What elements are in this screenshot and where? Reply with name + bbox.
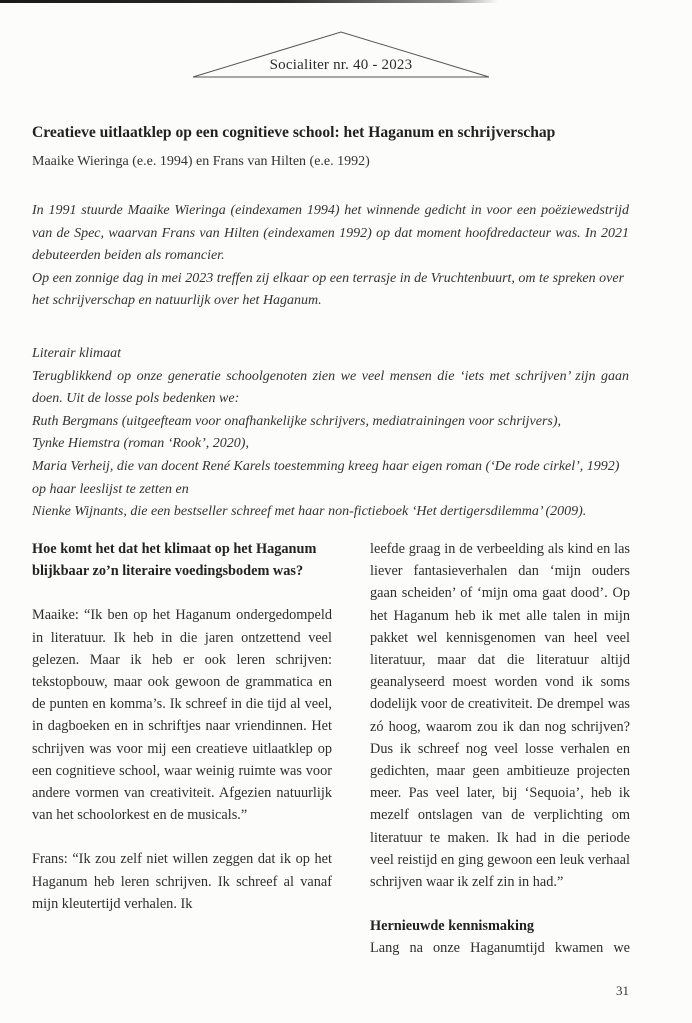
page-number: 31 (616, 983, 629, 998)
maaike-answer: Maaike: “Ik ben op het Haganum ondergedompeld in literatuur. Ik heb in die jaren ontzettend veel gelezen. Maar ik heb er ook leren schrijven: tekstopbouw, maar ook gewoon de grammatica en de punten en komma’s. Ik schreef in die tijd al veel, in dagboeken en in schriftjes naar vriendinnen. Het schrijven was voor mij een creatieve uitlaatklep op een cognitieve school, waar weinig ruimte was voor andere vormen van creativiteit. Afgezien natuurlijk van het schoolorkest en de musicals.” (32, 607, 332, 824)
list-item: Nienke Wijnants, die een bestseller schreef met haar non-fictieboek ‘Het dertigersdilemma’ (2009). (32, 504, 587, 520)
interview-question: Hoe komt het dat het klimaat op het Haganum blijkbaar zo’n literaire voedingsbodem was? (32, 541, 317, 580)
body-paragraph: Lang na onze Haganumtijd kwamen we (370, 940, 630, 957)
section-heading: Literair klimaat (32, 346, 122, 361)
frans-answer-continued: leefde graag in de verbeelding als kind en las liever fantasieverhalen dan ‘mijn ouders gaan scheiden’ of ‘mijn oma gaat dood’. Op het Haganum heb ik met alle talen in mijn pakket wel kennisgenomen van heel veel literatuur, maar dat die literatuur altijd geanalyseerd moest worden vond ik soms dodelijk voor de creativiteit. De drempel was zó hoog, waarom zou ik dan nog schrijven? Dus ik schreef nog veel losse verhalen en gedichten, maar geen ambitieuze projecten meer. Pas veel later, bij ‘Sequoia’, heb ik mezelf ontslagen van de verplichting om literatuur te maken. Ik had in die periode veel reistijd en ging gewoon een leuk verhaal schrijven waar ik zelf zin in had.” (370, 541, 630, 891)
left-column (32, 538, 332, 915)
article-authors: Maaike Wieringa (e.e. 1994) en Frans van Hilten (e.e. 1992) (32, 154, 370, 169)
literary-climate-section (32, 343, 629, 524)
running-header (192, 30, 490, 78)
list-item: Ruth Bergmans (uitgeefteam voor onafhankelijke schrijvers, mediatrainingen voor schrijvers), (32, 413, 562, 429)
article-title: Creatieve uitlaatklep op een cognitieve school: het Haganum en schrijverschap (32, 124, 556, 141)
frans-answer: Frans: “Ik zou zelf niet willen zeggen dat ik op het Haganum heb leren schrijven. Ik schreef al vanaf mijn kleutertijd verhalen. Ik (32, 851, 332, 912)
intro-paragraph: Op een zonnige dag in mei 2023 treffen zij elkaar op een terrasje in de Vruchtenbuurt, om te spreken over het schrijverschap en natuurlijk over het Haganum. (32, 270, 625, 308)
right-column (370, 538, 630, 960)
section-lead: Terugblikkend op onze generatie schoolgenoten zien we veel mensen die ‘iets met schrijven’ zijn gaan doen. Uit de losse pols bedenken we: (32, 368, 629, 407)
scan-edge-shadow (0, 0, 692, 3)
intro-paragraph: In 1991 stuurde Maaike Wieringa (eindexamen 1994) het winnende gedicht in voor een poëziewedstrijd van de Spec, waarvan Frans van Hilten (eindexamen 1992) op dat moment hoofdredacteur was. In 2021 debuteerden beiden als romancier. (32, 203, 629, 263)
list-item: Tynke Hiemstra (roman ‘Rook’, 2020), (32, 436, 249, 452)
subheading: Hernieuwde kennismaking (370, 918, 535, 935)
article-intro (32, 200, 629, 313)
list-item: Maria Verheij, die van docent René Karels toestemming kreeg haar eigen roman (‘De rode cirkel’, 1992) op haar leeslijst te zetten en (32, 458, 620, 497)
publication-title: Socialiter nr. 40 - 2023 (269, 57, 413, 73)
